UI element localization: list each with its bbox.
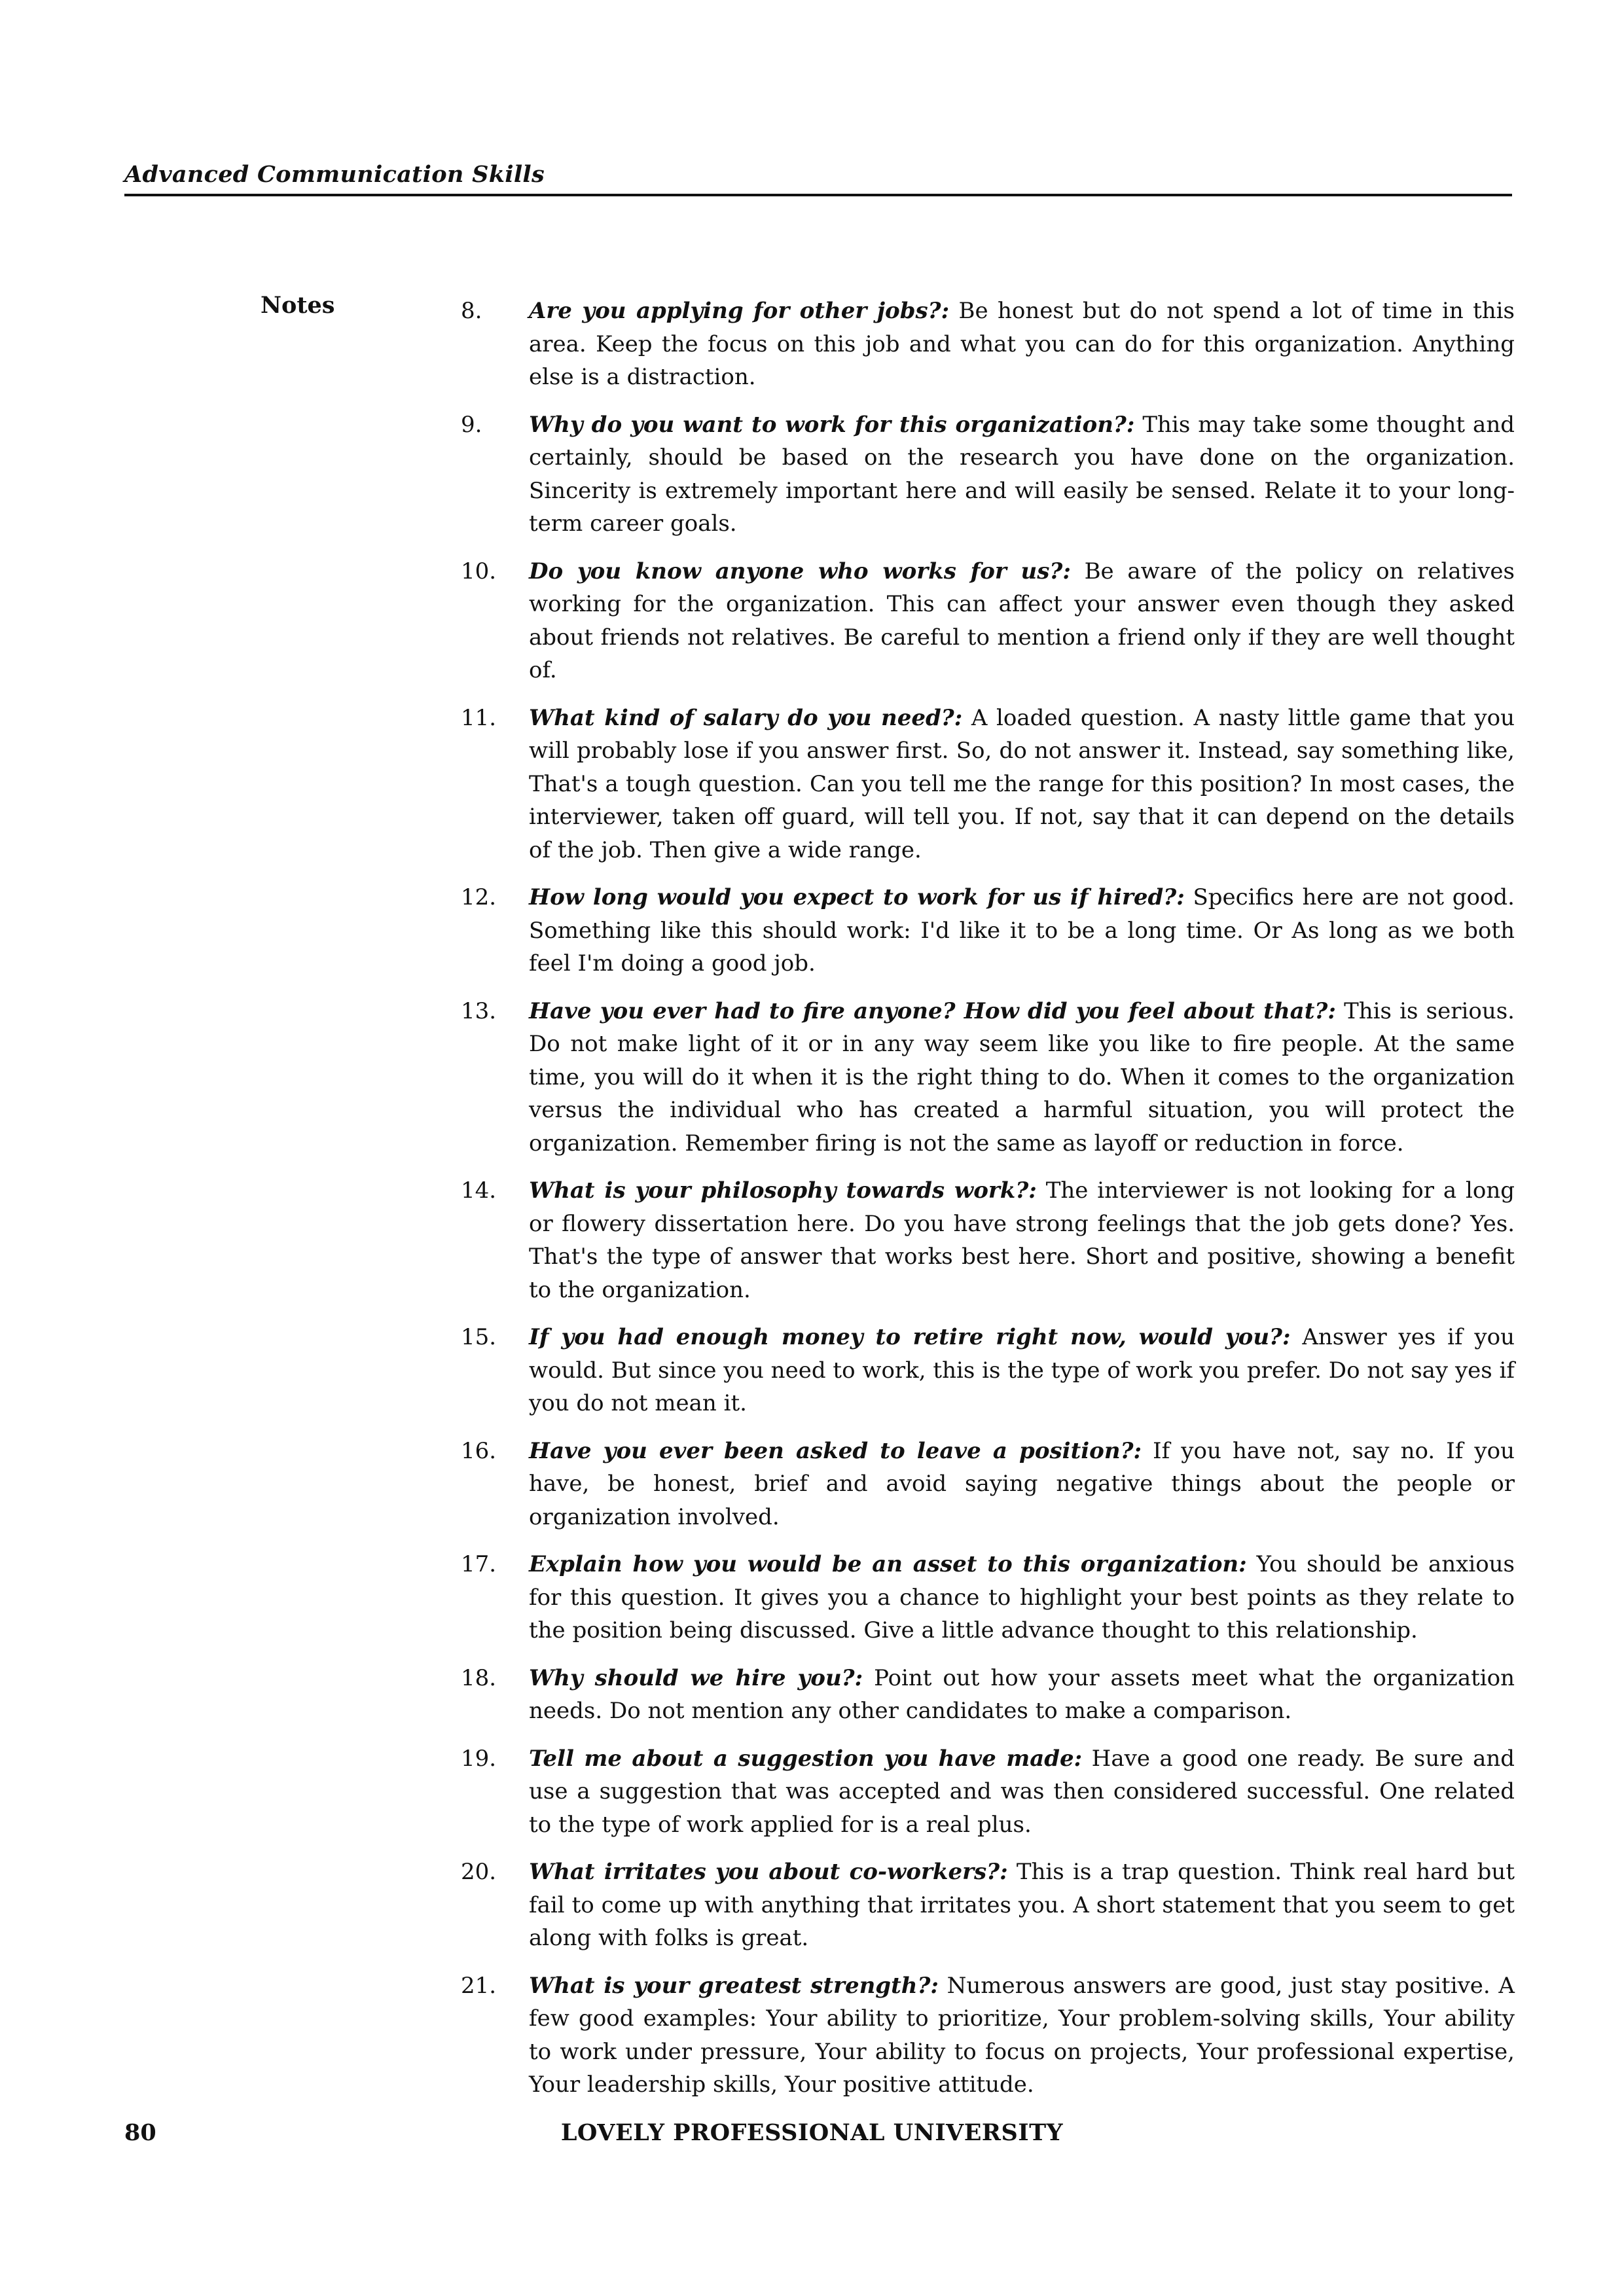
item-question: Why should we hire you?:: [529, 1664, 863, 1691]
item-number: 19.: [461, 1745, 497, 1772]
item-question: What kind of salary do you need?:: [529, 704, 963, 731]
header-rule: [124, 194, 1512, 196]
item-text: [529, 408, 1515, 541]
item-answer: This may take some thought and certainly, should be based on the research you have done on the organization. Sincerity is extremely important here and will easily be sensed. Relate it to your long-term career goals.: [529, 411, 1515, 537]
item-question: How long would you expect to work for us if hired?:: [529, 884, 1185, 910]
item-question: Why do you want to work for this organization?:: [529, 411, 1135, 438]
item-text: [529, 295, 1515, 394]
item-question: Have you ever had to fire anyone? How did you feel about that?:: [529, 997, 1336, 1024]
item-answer: If you have not, say no. If you have, be honest, brief and avoid saying negative things about the people or organization involved.: [529, 1437, 1515, 1530]
item-text: [529, 1856, 1515, 1955]
item-answer: Be aware of the policy on relatives working for the organization. This can affect your answer even though they asked about friends not relatives. Be careful to mention a friend only if they are well thought of.: [529, 558, 1515, 683]
item-number: 21.: [461, 1972, 497, 1999]
item-answer: The interviewer is not looking for a long or flowery dissertation here. Do you have strong feelings that the job gets done? Yes. That's the type of answer that works best here. Short and positive, showing a benefit to the organization.: [529, 1177, 1515, 1303]
item-answer: Point out how your assets meet what the organization needs. Do not mention any other candidates to make a comparison.: [529, 1664, 1515, 1724]
item-answer: Be honest but do not spend a lot of time in this area. Keep the focus on this job and what you can do for this organization. Anything else is a distraction.: [529, 298, 1515, 390]
list-item: [461, 408, 1515, 541]
item-number: 13.: [461, 997, 497, 1024]
item-question: If you had enough money to retire right now, would you?:: [529, 1324, 1291, 1350]
item-answer: This is a trap question. Think real hard but fail to come up with anything that irritates you. A short statement that you seem to get along with folks is great.: [529, 1859, 1515, 1951]
list-item: [461, 1321, 1515, 1420]
item-text: [529, 881, 1515, 980]
notes-margin-label: Notes: [261, 292, 335, 319]
item-number: 16.: [461, 1437, 497, 1464]
item-text: [529, 1742, 1515, 1842]
item-number: 14.: [461, 1177, 497, 1204]
list-item: [461, 555, 1515, 687]
list-item: [461, 1435, 1515, 1534]
item-answer: You should be anxious for this question. It gives you a chance to highlight your best points as they relate to the position being discussed. Give a little advance thought to this relationship.: [529, 1551, 1515, 1643]
list-item: [461, 702, 1515, 867]
item-question: Explain how you would be an asset to this organization:: [529, 1551, 1247, 1577]
item-number: 18.: [461, 1664, 497, 1691]
item-text: [529, 555, 1515, 687]
page-number: 80: [124, 2119, 156, 2146]
item-answer: Specifics here are not good. Something like this should work: I'd like it to be a long time. Or As long as we both feel I'm doing a good job.: [529, 884, 1515, 977]
list-item: [461, 995, 1515, 1160]
item-text: [529, 995, 1515, 1160]
list-item: [461, 881, 1515, 980]
item-number: 12.: [461, 884, 497, 910]
item-text: [529, 1969, 1515, 2102]
item-number: 10.: [461, 558, 497, 584]
item-number: 11.: [461, 704, 497, 731]
item-answer: A loaded question. A nasty little game that you will probably lose if you answer first. So, do not answer it. Instead, say something like, That's a tough question. Can you tell me the range for this position? In most cases, the interviewer, taken off guard, will tell you. If not, say that it can depend on the details of the job. Then give a wide range.: [529, 704, 1515, 863]
list-item: [461, 1969, 1515, 2102]
item-question: What is your philosophy towards work?:: [529, 1177, 1037, 1204]
item-question: Have you ever been asked to leave a position?:: [529, 1437, 1142, 1464]
item-question: Tell me about a suggestion you have made:: [529, 1745, 1083, 1772]
item-text: [529, 1435, 1515, 1534]
item-question: Do you know anyone who works for us?:: [529, 558, 1071, 584]
item-answer: Numerous answers are good, just stay positive. A few good examples: Your ability to prioritize, Your problem-solving skills, Your ability to work under pressure, Your ability to focus on projects, Your professional expertise, Your leadership skills, Your positive attitude.: [529, 1972, 1515, 2098]
item-answer: This is serious. Do not make light of it or in any way seem like you like to fire people. At the same time, you will do it when it is the right thing to do. When it comes to the organization versus the individual who has created a harmful situation, you will protect the organization. Remember firing is not the same as layoff or reduction in force.: [529, 997, 1515, 1157]
list-item: [461, 1548, 1515, 1647]
footer-university: LOVELY PROFESSIONAL UNIVERSITY: [560, 2119, 1064, 2146]
item-text: [529, 1174, 1515, 1306]
item-answer: Have a good one ready. Be sure and use a suggestion that was accepted and was then considered successful. One related to the type of work applied for is a real plus.: [529, 1745, 1515, 1838]
item-answer: Answer yes if you would. But since you need to work, this is the type of work you prefer. Do not say yes if you do not mean it.: [529, 1324, 1515, 1416]
item-text: [529, 1321, 1515, 1420]
item-number: 9.: [461, 411, 482, 438]
list-item: [461, 1856, 1515, 1955]
item-number: 20.: [461, 1859, 497, 1885]
list-item: [461, 1662, 1515, 1728]
item-number: 15.: [461, 1324, 497, 1350]
list-item: [461, 1174, 1515, 1306]
list-item: [461, 295, 1515, 394]
running-header-title: Advanced Communication Skills: [124, 161, 545, 188]
item-text: [529, 1548, 1515, 1647]
item-number: 17.: [461, 1551, 497, 1577]
item-question: What is your greatest strength?:: [529, 1972, 939, 1999]
item-number: 8.: [461, 298, 482, 324]
item-text: [529, 1662, 1515, 1728]
item-text: [529, 702, 1515, 867]
list-item: [461, 1742, 1515, 1842]
question-list: [461, 295, 1515, 2116]
item-question: What irritates you about co-workers?:: [529, 1859, 1008, 1885]
item-question: Are you applying for other jobs?:: [529, 298, 950, 324]
